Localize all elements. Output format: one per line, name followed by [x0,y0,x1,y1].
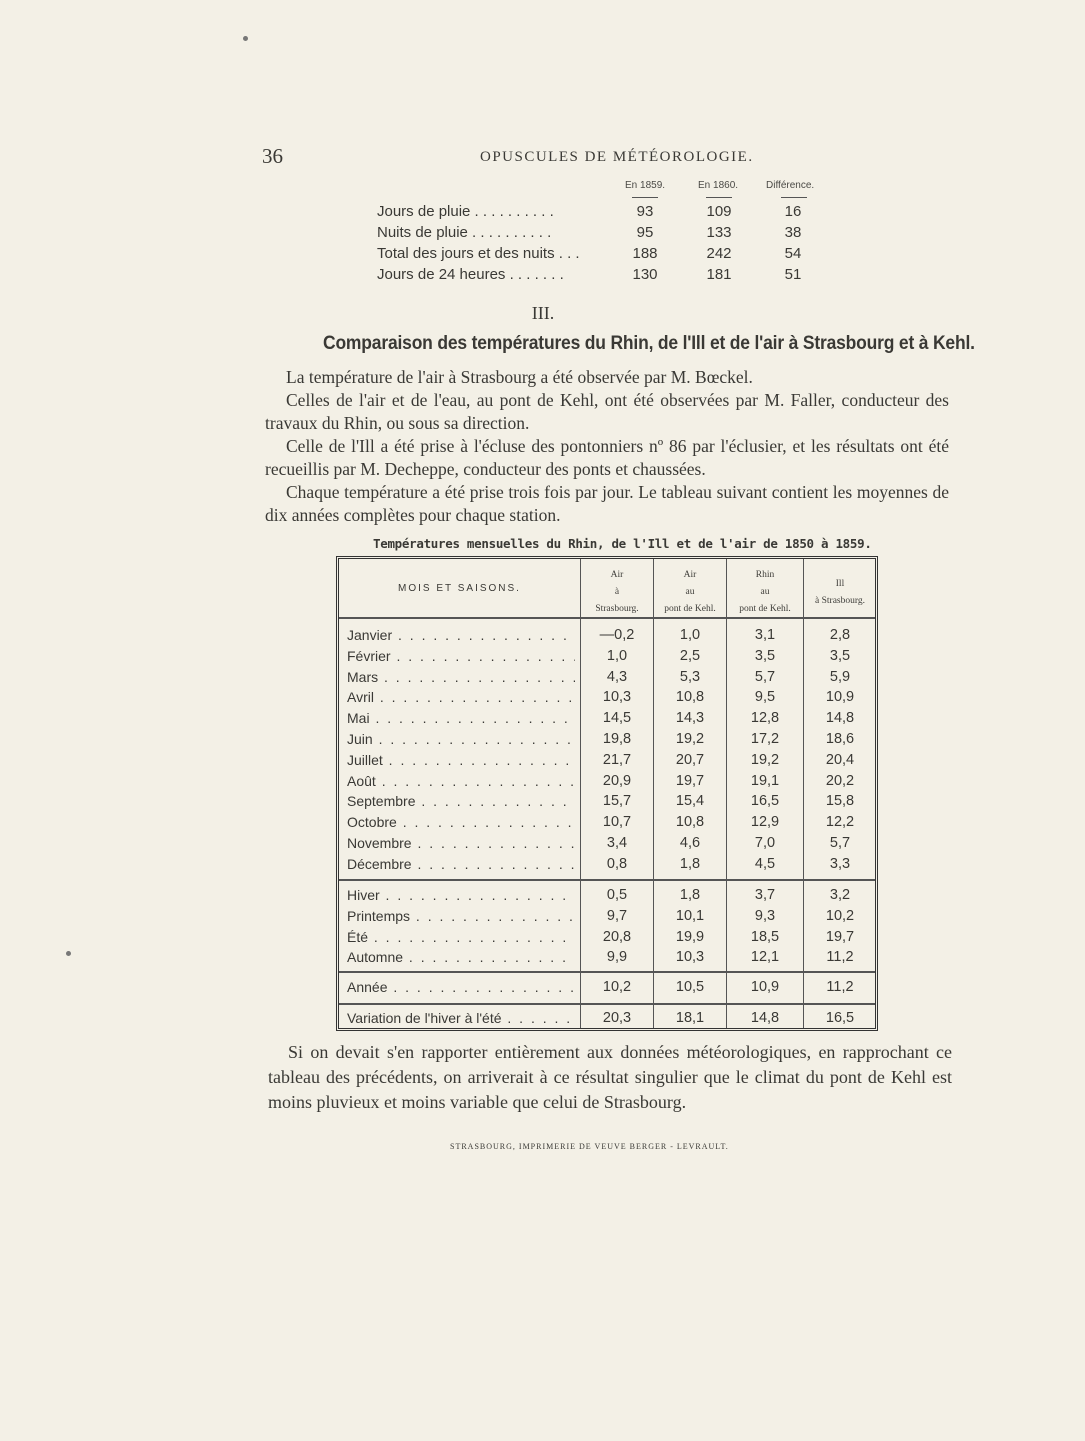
season-row [339,949,875,970]
section-rule [339,1003,875,1005]
row-value: 10,3 [675,949,705,966]
row-value: 3,2 [829,887,851,903]
row-value: 20,9 [602,772,632,789]
row-value: 4,3 [606,668,628,685]
month-row [339,773,875,794]
row-value: 18,6 [825,731,855,747]
paragraph: Celle de l'Ill a été prise à l'écluse des pontonniers nº 86 par l'éclusier, et les résultats ont été recueillis par M. Decheppe, conducteur des ponts et chaussées. [265,436,949,479]
paragraph: Celles de l'air et de l'eau, au pont de Kehl, ont été observées par M. Faller, conducteur des travaux du Rhin, ou sous sa direction. [265,390,949,433]
month-row [339,648,875,669]
ink-spot [243,36,248,41]
row-value: 14,8 [750,1010,780,1026]
year-row [339,979,875,1000]
paragraph: Chaque température a été prise trois fois par jour. Le tableau suivant contient les moyennes de dix années complètes pour chaque station. [265,482,949,525]
season-row [339,887,875,908]
row-value: 18,5 [750,928,780,945]
row-value: 12,8 [750,710,780,727]
row-value: 11,2 [826,949,854,966]
rain-row-value: 130 [632,266,658,283]
row-value: 10,9 [750,979,780,995]
row-value: 17,2 [750,731,780,747]
running-title: OPUSCULES DE MÉTÉOROLOGIE. [480,149,754,165]
rain-row-value: 95 [636,224,654,241]
row-value: 10,2 [825,907,855,924]
month-row [339,793,875,814]
temperature-table [336,556,878,1031]
header-air-strasbourg: Air à Strasbourg. [595,570,639,614]
row-label: Février . . . [347,648,575,664]
rain-col-difference: Différence. [766,180,815,191]
rain-row-value: 133 [706,224,732,241]
row-value: 20,7 [675,751,705,768]
row-value: 5,7 [829,835,851,851]
row-value: 10,5 [675,979,705,995]
rain-col-1859: En 1859. [625,180,666,191]
row-label: Avril . . . [347,689,575,705]
section-rule [339,971,875,973]
header-mois-et-saisons: MOIS ET SAISONS. [398,583,521,594]
header-rhin-kehl: Rhin au pont de Kehl. [739,570,791,614]
rain-row-label: Jours de 24 heures . . . . . . . [377,266,564,283]
row-value: 5,9 [829,668,851,685]
row-label: Printemps . . . [347,908,575,924]
season-row [339,929,875,950]
row-value: 3,4 [606,835,628,851]
table-title: Températures mensuelles du Rhin, de l'Ill et de l'air de 1850 à 1859. [373,536,872,551]
section-rule [339,879,875,881]
row-value: 19,2 [675,731,705,747]
rain-row-value: 51 [784,266,802,283]
month-row [339,835,875,856]
row-label: Janvier . . . [347,627,575,643]
paragraph: La température de l'air à Strasbourg a été observée par M. Bœckel. [286,367,753,387]
row-label: Juillet . . . [347,752,575,768]
rain-row-value: 109 [706,203,732,220]
row-value: 15,8 [825,793,855,810]
row-value: 10,7 [602,814,632,831]
row-value: 10,9 [825,689,855,706]
row-label: Décembre . . . [347,856,575,872]
row-label: Été . . . [347,929,575,945]
row-value: 19,7 [675,772,705,789]
month-row [339,669,875,690]
page-number: 36 [262,144,283,168]
section-number: III. [531,303,555,323]
month-row [339,731,875,752]
paragraph: Si on devait s'en rapporter entièrement aux données météorologiques, en rapprochant ce tableau des précédents, on arriverait à ce résultat singulier que le climat du pont de Kehl est moins pluvieux et moins variable que celui de Strasbourg. [268,1042,952,1112]
variation-row [339,1010,875,1031]
row-value: 14,8 [825,710,855,727]
row-value: 1,8 [679,855,701,872]
row-value: 2,5 [679,647,701,664]
row-value: 20,4 [825,751,855,768]
rain-row-value: 38 [784,224,802,241]
row-value: 4,6 [679,835,701,851]
row-label: Automne . . . [347,949,575,965]
rule [781,197,807,198]
season-row [339,908,875,929]
row-value: 0,8 [606,855,628,872]
row-label: Hiver . . . [347,887,575,903]
row-value: 12,2 [825,814,855,831]
row-value: 12,9 [750,814,780,831]
row-value: 15,4 [675,793,705,810]
row-value: 19,9 [675,928,705,945]
row-value: 9,5 [754,689,776,706]
row-value: 20,3 [602,1010,632,1026]
row-value: 19,8 [602,731,632,747]
row-value: 2,8 [829,627,851,643]
rule [632,197,658,198]
row-value: 1,0 [679,627,701,643]
header-air-kehl: Air au pont de Kehl. [664,570,716,614]
row-value: 7,0 [754,835,776,851]
month-row [339,689,875,710]
rain-row-value: 16 [784,203,802,220]
rain-row-value: 188 [632,245,658,262]
row-label: Mars . . . [347,669,575,685]
row-value: 9,9 [606,949,628,966]
rule [706,197,732,198]
row-value: 20,2 [825,772,855,789]
row-value: 14,3 [675,710,705,727]
row-value: 20,8 [602,928,632,945]
row-value: 15,7 [602,793,632,810]
row-value: 5,7 [754,668,776,685]
conclusion-text [268,1040,952,1115]
row-value: 11,2 [826,979,854,995]
row-value: 14,5 [602,710,632,727]
month-row [339,710,875,731]
row-label: Août . . . [347,773,575,789]
row-value: —0,2 [599,627,635,643]
row-label: Variation de l'hiver à l'été . . . [347,1010,575,1026]
row-value: 9,3 [754,907,776,924]
row-value: 16,5 [825,1010,855,1026]
section-title: Comparaison des températures du Rhin, de l'Ill et de l'air à Strasbourg et à Kehl. [323,333,975,354]
rain-row-label: Jours de pluie . . . . . . . . . . [377,203,554,220]
rain-row-value: 54 [784,245,802,262]
row-value: 16,5 [750,793,780,810]
row-value: 19,7 [825,928,855,945]
printer-imprint: STRASBOURG, IMPRIMERIE DE VEUVE BERGER - LEVRAULT. [450,1142,729,1151]
row-value: 4,5 [754,855,776,872]
row-label: Année . . . [347,979,575,995]
row-value: 3,1 [754,627,776,643]
row-label: Septembre . . . [347,793,575,809]
row-value: 10,8 [675,689,705,706]
month-row [339,752,875,773]
row-value: 1,8 [679,887,701,903]
row-value: 10,2 [602,979,632,995]
ink-spot [66,951,71,956]
row-value: 12,1 [750,949,780,966]
row-label: Mai . . . [347,710,575,726]
row-value: 0,5 [606,887,628,903]
row-value: 10,8 [675,814,705,831]
rain-row-label: Total des jours et des nuits . . . [377,245,580,262]
row-value: 3,5 [754,647,776,664]
row-value: 10,3 [602,689,632,706]
row-label: Juin . . . [347,731,575,747]
month-row [339,814,875,835]
row-value: 9,7 [606,907,628,924]
row-label: Octobre . . . [347,814,575,830]
row-value: 3,7 [754,887,776,903]
intro-text [265,366,949,527]
row-value: 19,1 [750,772,780,789]
rain-row-label: Nuits de pluie . . . . . . . . . . [377,224,552,241]
row-value: 21,7 [602,751,632,768]
rain-row-value: 181 [706,266,732,283]
header-ill-strasbourg: Ill à Strasbourg. [815,579,865,606]
rain-row-value: 242 [706,245,732,262]
month-row [339,856,875,877]
row-value: 5,3 [679,668,701,685]
row-value: 18,1 [675,1010,705,1026]
row-value: 19,2 [750,751,780,768]
row-value: 3,3 [829,855,851,872]
month-row [339,627,875,648]
row-label: Novembre . . . [347,835,575,851]
row-value: 3,5 [829,647,851,664]
row-value: 1,0 [606,647,628,664]
rain-row-value: 93 [636,203,654,220]
row-value: 10,1 [675,907,705,924]
rain-col-1860: En 1860. [698,180,739,191]
